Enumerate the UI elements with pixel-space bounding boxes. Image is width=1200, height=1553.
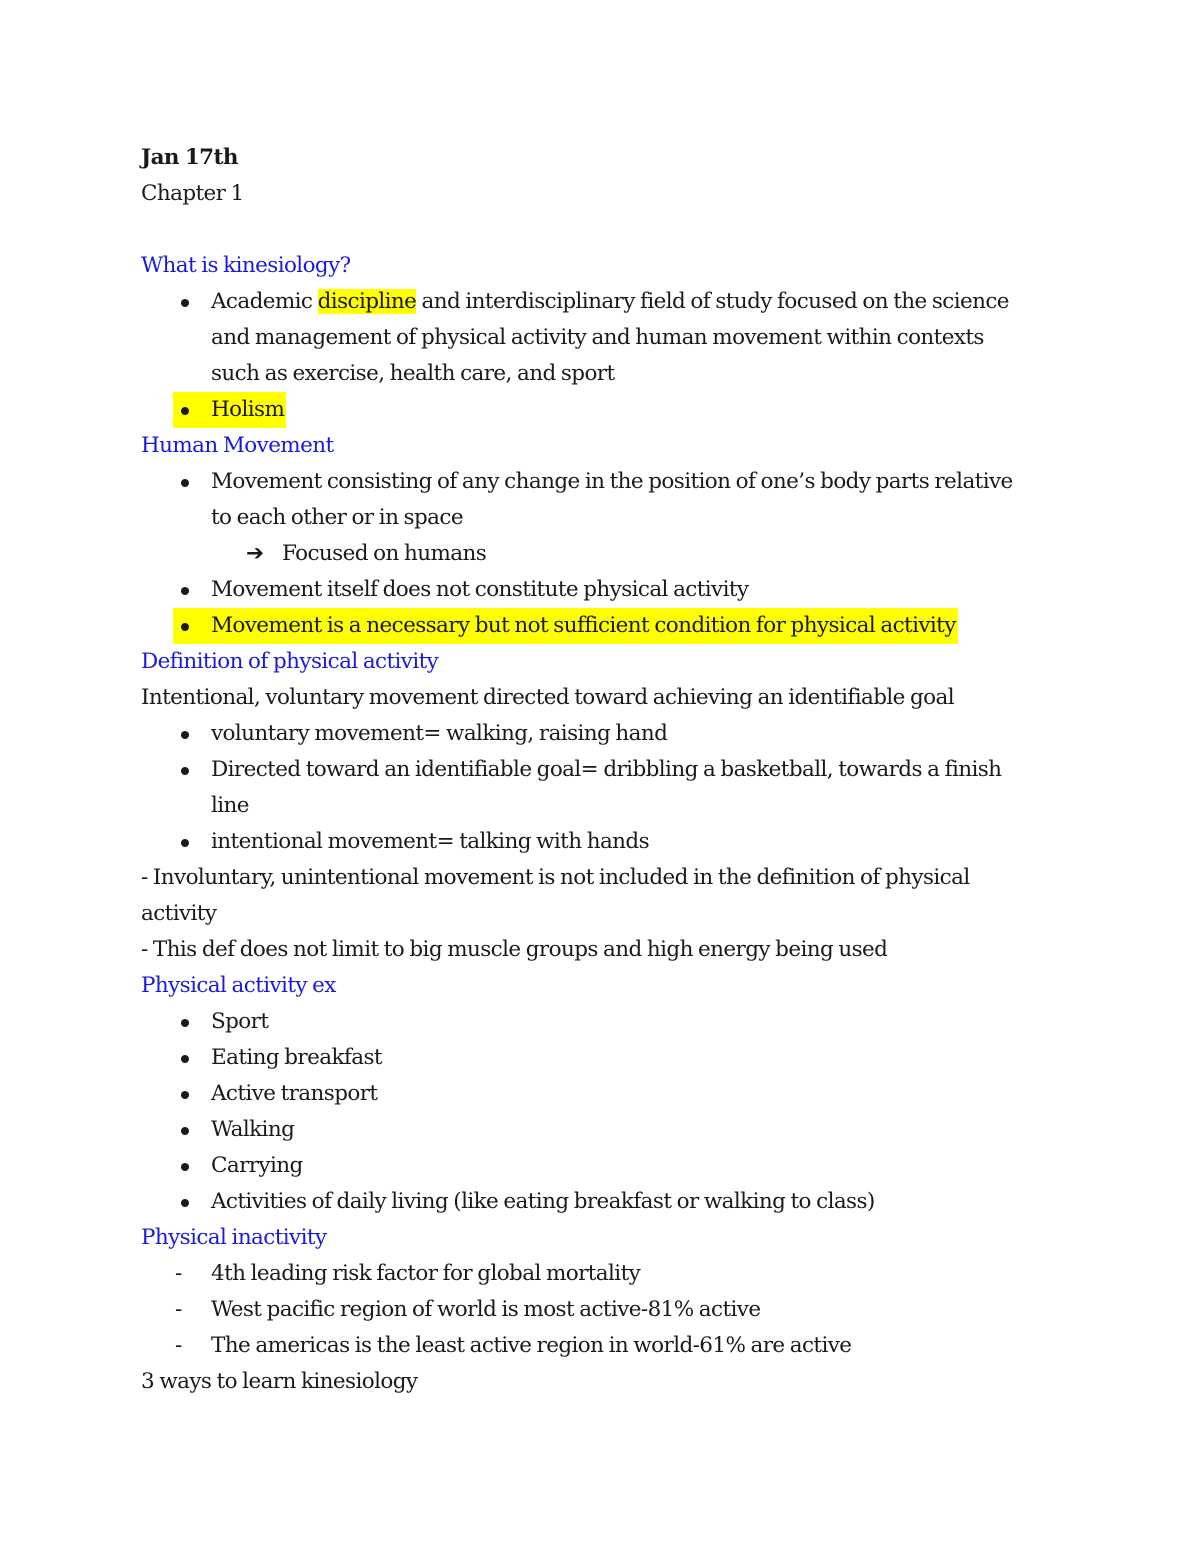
date-title: Jan 17th xyxy=(141,145,238,170)
text-line: voluntary movement= walking, raising hand xyxy=(211,721,668,746)
definition-text: Intentional, voluntary movement directed toward achieving an identifiable goal xyxy=(141,685,955,710)
text-fragment: and interdisciplinary field of study focused on the science xyxy=(416,289,1009,314)
text-line: Activities of daily living (like eating breakfast or walking to class) xyxy=(211,1189,875,1214)
list-item xyxy=(141,572,1061,608)
bullet-icon xyxy=(181,839,189,847)
list-item xyxy=(141,1004,1061,1040)
list-item xyxy=(141,752,1061,824)
list-item xyxy=(141,1184,1061,1220)
bullet-icon xyxy=(181,587,189,595)
bullet-icon xyxy=(181,1091,189,1099)
dash-marker: - xyxy=(175,1261,182,1286)
highlighted-text: Movement is a necessary but not sufficient condition for physical activity xyxy=(211,613,956,638)
highlighted-text: discipline xyxy=(317,289,417,314)
bullet-icon xyxy=(181,1199,189,1207)
list-item xyxy=(141,1148,1061,1184)
text-line: to each other or in space xyxy=(211,505,463,530)
bullet-icon xyxy=(181,1055,189,1063)
chapter-label: Chapter 1 xyxy=(141,181,244,206)
text-line: Directed toward an identifiable goal= dribbling a basketball, towards a finish xyxy=(211,757,1002,782)
blank-line xyxy=(141,212,1061,248)
list-item xyxy=(141,716,1061,752)
text-line: Focused on humans xyxy=(282,541,487,566)
text-fragment: Academic xyxy=(211,289,318,314)
text-line: line xyxy=(211,793,249,818)
text-line: and management of physical activity and human movement within contexts xyxy=(211,325,984,350)
text-line: intentional movement= talking with hands xyxy=(211,829,650,854)
text-line: Walking xyxy=(211,1117,295,1142)
bullet-icon xyxy=(181,407,189,415)
list-item xyxy=(141,284,1061,392)
document-page xyxy=(141,140,1061,1400)
heading-definition: Definition of physical activity xyxy=(141,649,439,674)
list-item xyxy=(141,1112,1061,1148)
dash-marker: - xyxy=(175,1297,182,1322)
bullet-icon xyxy=(181,299,189,307)
bullet-icon xyxy=(181,1163,189,1171)
text-line: The americas is the least active region in world-61% are active xyxy=(211,1333,852,1358)
text-line: Eating breakfast xyxy=(211,1045,382,1070)
bullet-icon xyxy=(181,767,189,775)
list-item xyxy=(141,1040,1061,1076)
text-line: Movement consisting of any change in the position of one’s body parts relative xyxy=(211,469,1013,494)
heading-human-movement: Human Movement xyxy=(141,433,334,458)
list-item xyxy=(141,1292,1061,1328)
dash-marker: - xyxy=(175,1333,182,1358)
list-item xyxy=(141,1328,1061,1364)
text-line: Movement itself does not constitute physical activity xyxy=(211,577,749,602)
list-item xyxy=(141,1076,1061,1112)
list-item xyxy=(141,1256,1061,1292)
text-line: Active transport xyxy=(211,1081,378,1106)
text-line: Sport xyxy=(211,1009,269,1034)
sub-list-item xyxy=(141,536,1061,572)
text-line: such as exercise, health care, and sport xyxy=(211,361,615,386)
bullet-icon xyxy=(181,731,189,739)
text-line: West pacific region of world is most active-81% active xyxy=(211,1297,761,1322)
heading-physical-activity-ex: Physical activity ex xyxy=(141,973,336,998)
text-line: 4th leading risk factor for global mortality xyxy=(211,1261,641,1286)
note-line: activity xyxy=(141,901,217,926)
list-item xyxy=(141,464,1061,536)
bullet-icon xyxy=(181,1127,189,1135)
text-line: Carrying xyxy=(211,1153,303,1178)
heading-what-is-kinesiology: What is kinesiology? xyxy=(141,253,351,278)
arrow-right-icon: ➔ xyxy=(246,541,264,566)
bullet-icon xyxy=(181,623,189,631)
list-item-highlighted xyxy=(141,392,1061,428)
list-item xyxy=(141,824,1061,860)
highlighted-text: Holism xyxy=(211,397,285,422)
bullet-icon xyxy=(181,479,189,487)
note-line: - This def does not limit to big muscle groups and high energy being used xyxy=(141,937,888,962)
bullet-icon xyxy=(181,1019,189,1027)
note-line: - Involuntary, unintentional movement is not included in the definition of physical xyxy=(141,865,970,890)
footer-line: 3 ways to learn kinesiology xyxy=(141,1369,418,1394)
heading-physical-inactivity: Physical inactivity xyxy=(141,1225,327,1250)
list-item-highlighted xyxy=(141,608,1061,644)
